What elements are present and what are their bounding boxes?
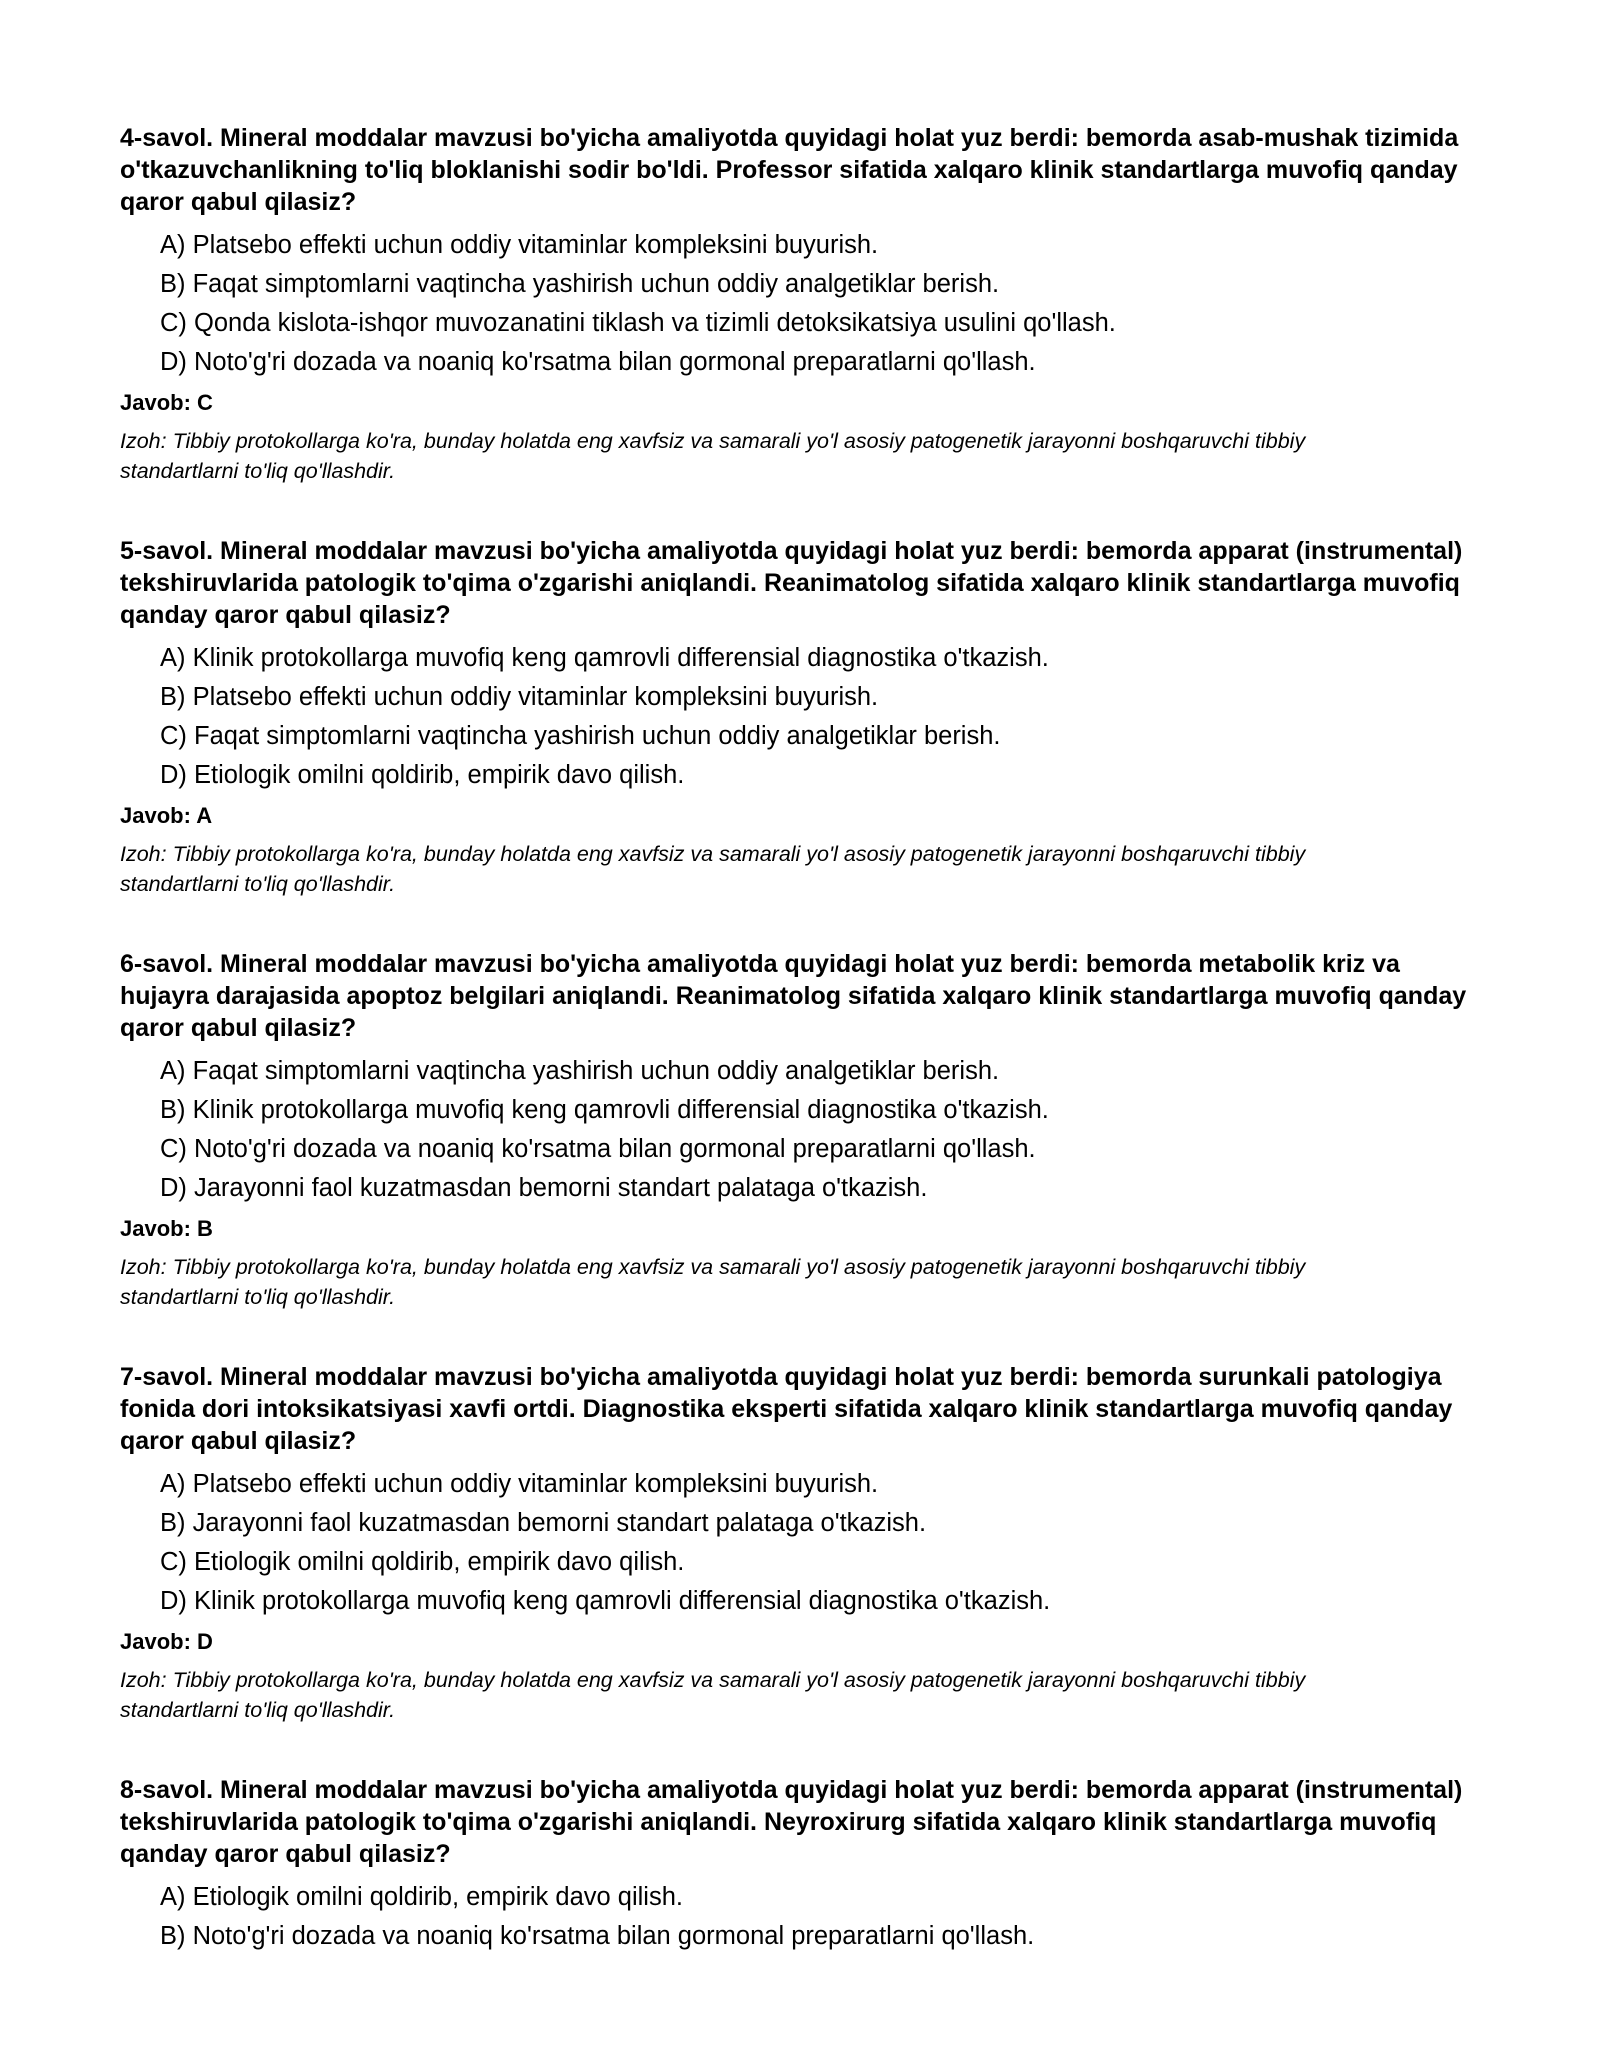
option-a: A) Etiologik omilni qoldirib, empirik davo qilish. (160, 1883, 683, 1911)
option-b: B) Faqat simptomlarni vaqtincha yashirish uchun oddiy analgetiklar berish. (160, 270, 1000, 298)
document-page (120, 122, 1495, 2005)
options-list (120, 639, 1495, 795)
question-block (120, 122, 1495, 486)
question-text: 7-savol. Mineral moddalar mavzusi bo'yicha amaliyotda quyidagi holat yuz berdi: bemorda surunkali patologiya fonida dori intoksikatsiyasi xavfi ortdi. Diagnostika eksperti sifatida xalqaro klinik standartlarga muvofiq qanday qaror qabul qilasiz? (120, 1363, 1453, 1455)
option-c: C) Faqat simptomlarni vaqtincha yashirish uchun oddiy analgetiklar berish. (160, 722, 1001, 750)
question-text: 4-savol. Mineral moddalar mavzusi bo'yicha amaliyotda quyidagi holat yuz berdi: bemorda asab-mushak tizimida o'tkazuvchanlikning to'liq bloklanishi sodir bo'ldi. Professor sifatida xalqaro klinik standartlarga muvofiq qanday qaror qabul qilasiz? (120, 124, 1459, 216)
explanation-text: Izoh: Tibbiy protokollarga ko'ra, bunday holatda eng xavfsiz va samarali yo'l asosiy patogenetik jarayonni boshqaruvchi tibbiy standartlarni to'liq qo'llashdir. (120, 1255, 1306, 1309)
question-block (120, 1774, 1495, 1956)
answer-line: Javob: D (120, 1629, 213, 1654)
option-c: C) Qonda kislota-ishqor muvozanatini tiklash va tizimli detoksikatsiya usulini qo'llash. (160, 309, 1116, 337)
question-text: 6-savol. Mineral moddalar mavzusi bo'yicha amaliyotda quyidagi holat yuz berdi: bemorda metabolik kriz va hujayra darajasida apoptoz belgilari aniqlandi. Reanimatolog sifatida xalqaro klinik standartlarga muvofiq qanday qaror qabul qilasiz? (120, 950, 1467, 1042)
explanation-text: Izoh: Tibbiy protokollarga ko'ra, bunday holatda eng xavfsiz va samarali yo'l asosiy patogenetik jarayonni boshqaruvchi tibbiy standartlarni to'liq qo'llashdir. (120, 842, 1306, 896)
option-d: D) Noto'g'ri dozada va noaniq ko'rsatma bilan gormonal preparatlarni qo'llash. (160, 348, 1036, 376)
option-c: C) Noto'g'ri dozada va noaniq ko'rsatma bilan gormonal preparatlarni qo'llash. (160, 1135, 1036, 1163)
options-list (120, 1465, 1495, 1621)
answer-line: Javob: A (120, 803, 213, 828)
options-list (120, 1052, 1495, 1208)
explanation-text: Izoh: Tibbiy protokollarga ko'ra, bunday holatda eng xavfsiz va samarali yo'l asosiy patogenetik jarayonni boshqaruvchi tibbiy standartlarni to'liq qo'llashdir. (120, 429, 1306, 483)
option-a: A) Platsebo effekti uchun oddiy vitaminlar kompleksini buyurish. (160, 1470, 879, 1498)
option-a: A) Klinik protokollarga muvofiq keng qamrovli differensial diagnostika o'tkazish. (160, 644, 1049, 672)
question-block (120, 535, 1495, 899)
option-c: C) Etiologik omilni qoldirib, empirik davo qilish. (160, 1548, 685, 1576)
option-d: D) Klinik protokollarga muvofiq keng qamrovli differensial diagnostika o'tkazish. (160, 1587, 1051, 1615)
question-text: 8-savol. Mineral moddalar mavzusi bo'yicha amaliyotda quyidagi holat yuz berdi: bemorda apparat (instrumental) tekshiruvlarida patologik to'qima o'zgarishi aniqlandi. Neyroxirurg sifatida xalqaro klinik standartlarga muvofiq qanday qaror qabul qilasiz? (120, 1776, 1463, 1868)
options-list (120, 1878, 1495, 1956)
explanation-text: Izoh: Tibbiy protokollarga ko'ra, bunday holatda eng xavfsiz va samarali yo'l asosiy patogenetik jarayonni boshqaruvchi tibbiy standartlarni to'liq qo'llashdir. (120, 1668, 1306, 1722)
option-a: A) Faqat simptomlarni vaqtincha yashirish uchun oddiy analgetiklar berish. (160, 1057, 1000, 1085)
answer-line: Javob: C (120, 390, 213, 415)
option-b: B) Noto'g'ri dozada va noaniq ko'rsatma bilan gormonal preparatlarni qo'llash. (160, 1922, 1035, 1950)
question-block (120, 948, 1495, 1312)
option-d: D) Jarayonni faol kuzatmasdan bemorni standart palataga o'tkazish. (160, 1174, 928, 1202)
option-d: D) Etiologik omilni qoldirib, empirik davo qilish. (160, 761, 685, 789)
option-b: B) Jarayonni faol kuzatmasdan bemorni standart palataga o'tkazish. (160, 1509, 927, 1537)
question-block (120, 1361, 1495, 1725)
question-text: 5-savol. Mineral moddalar mavzusi bo'yicha amaliyotda quyidagi holat yuz berdi: bemorda apparat (instrumental) tekshiruvlarida patologik to'qima o'zgarishi aniqlandi. Reanimatolog sifatida xalqaro klinik standartlarga muvofiq qanday qaror qabul qilasiz? (120, 537, 1463, 629)
answer-line: Javob: B (120, 1216, 213, 1241)
option-a: A) Platsebo effekti uchun oddiy vitaminlar kompleksini buyurish. (160, 231, 879, 259)
option-b: B) Platsebo effekti uchun oddiy vitaminlar kompleksini buyurish. (160, 683, 879, 711)
options-list (120, 226, 1495, 382)
option-b: B) Klinik protokollarga muvofiq keng qamrovli differensial diagnostika o'tkazish. (160, 1096, 1049, 1124)
